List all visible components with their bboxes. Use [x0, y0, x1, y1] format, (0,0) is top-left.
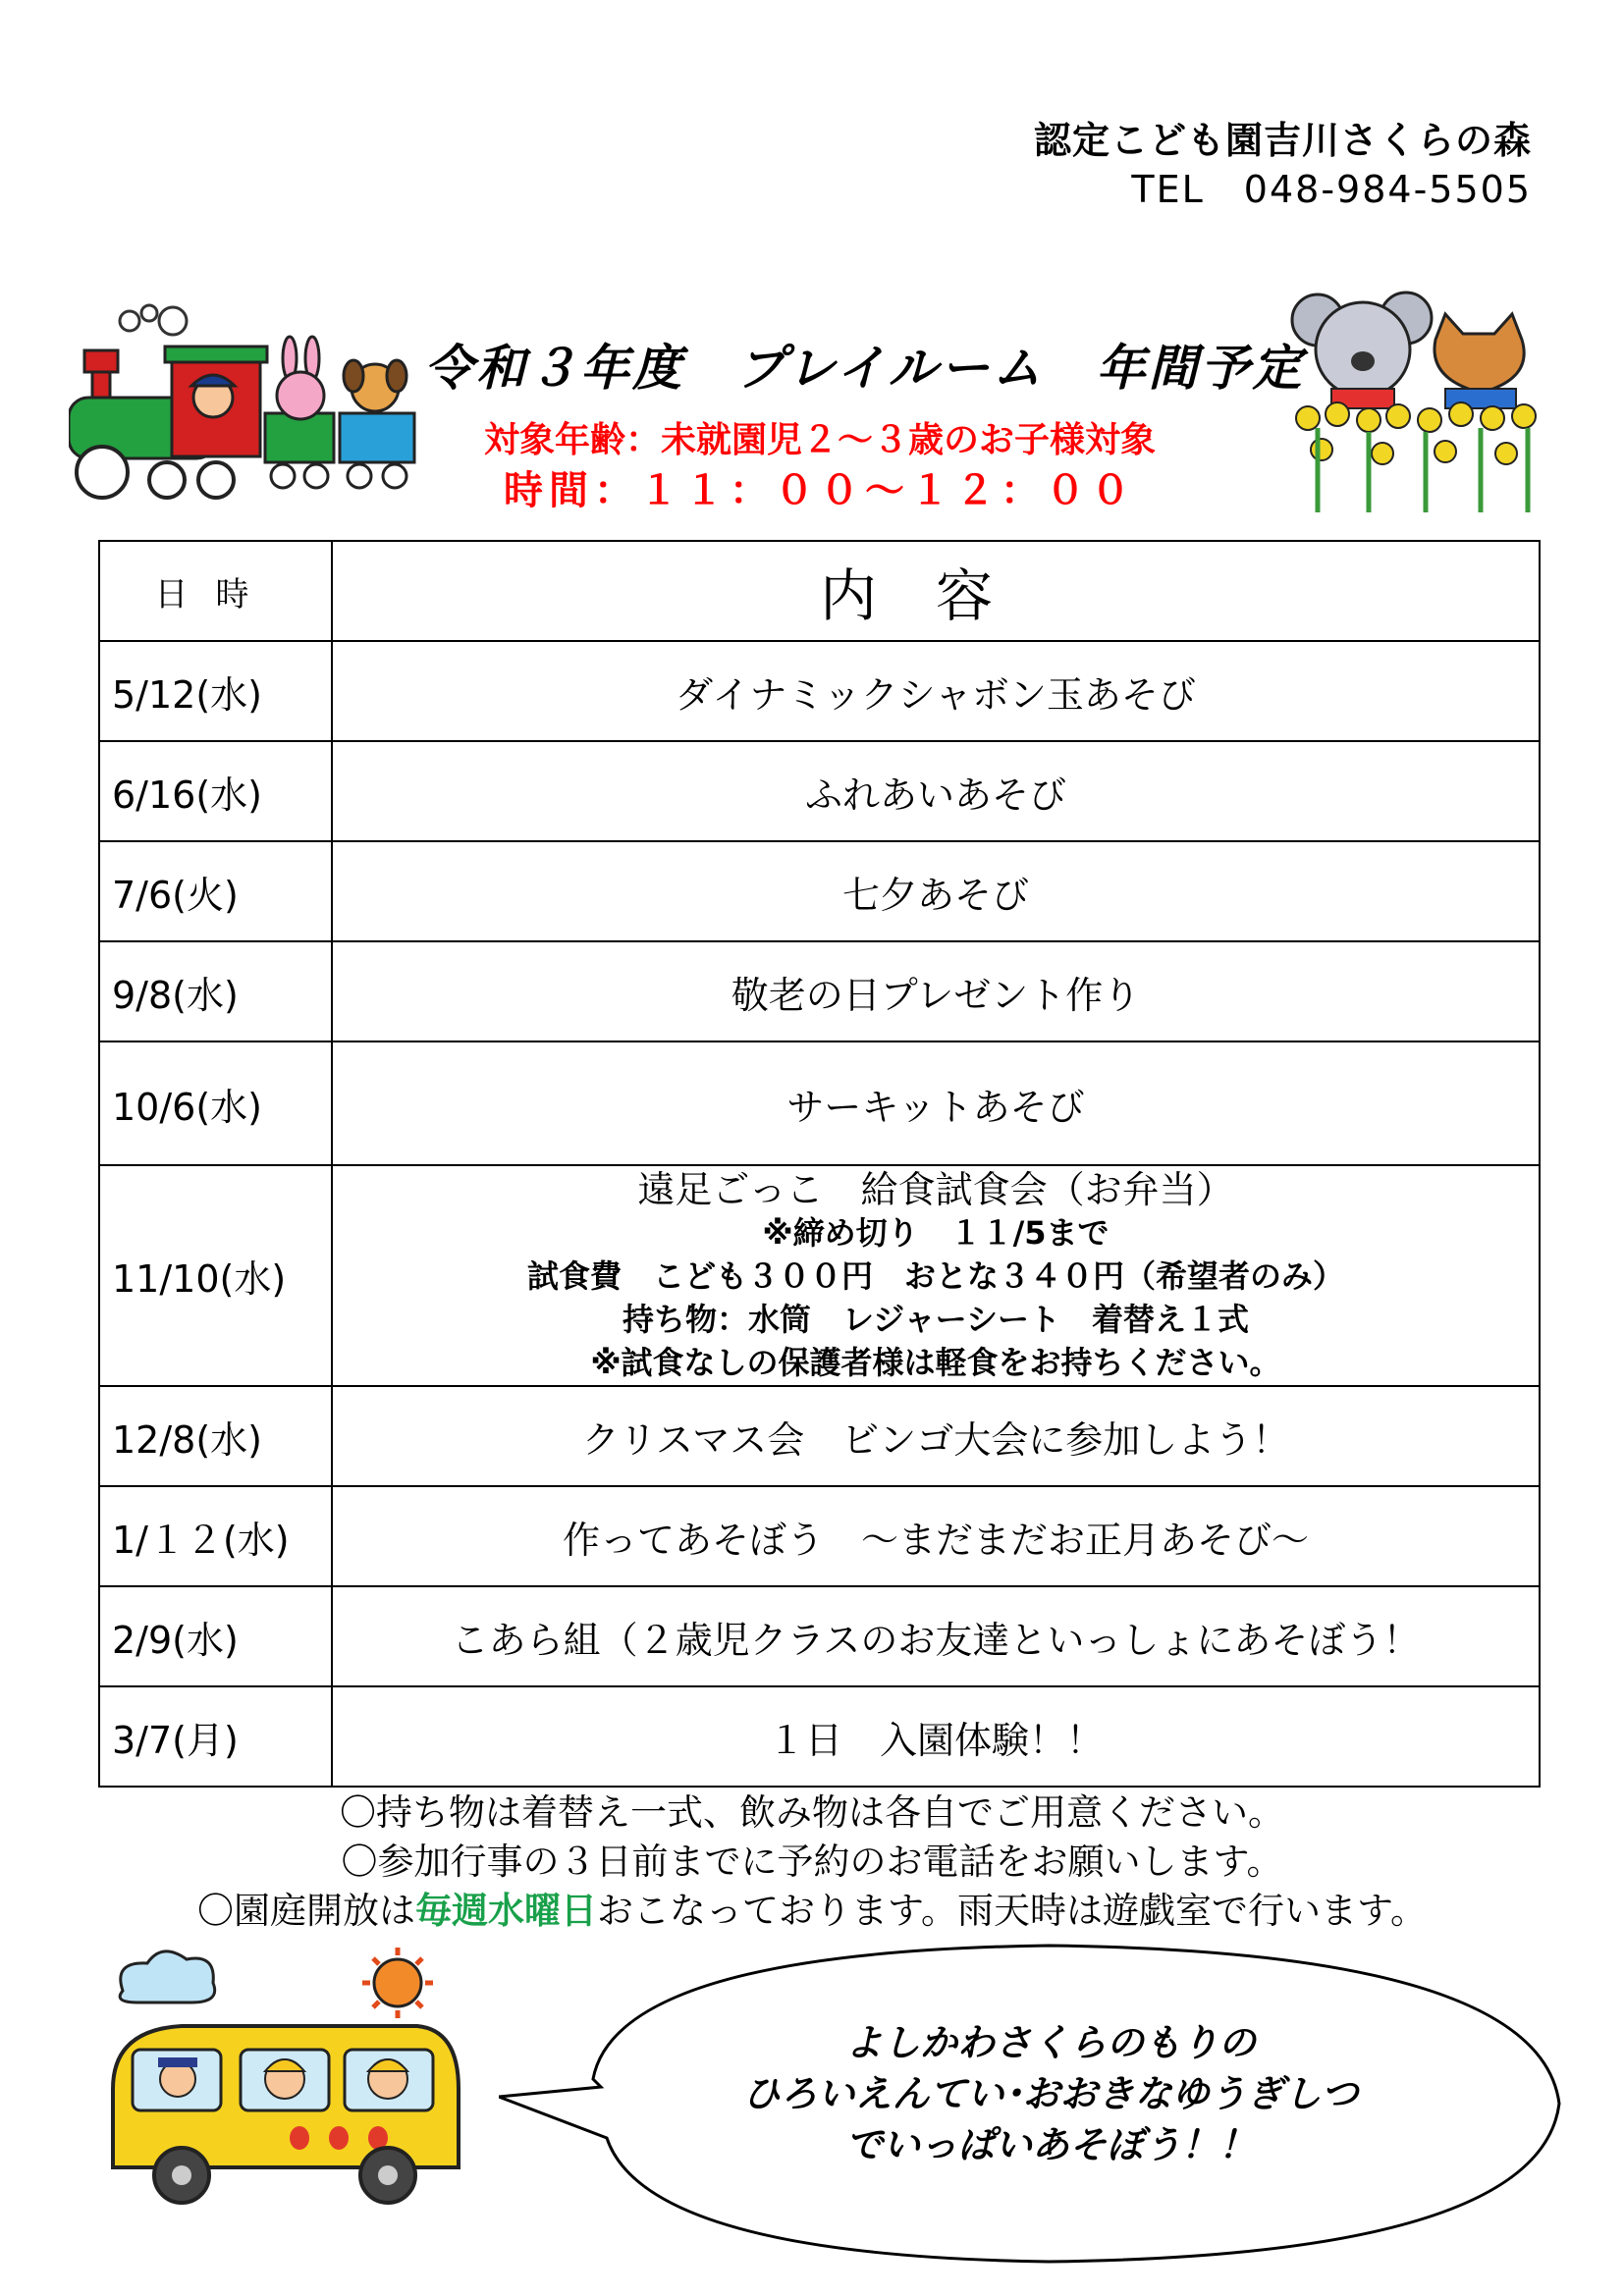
row-date: 1/１２(水)	[99, 1486, 332, 1586]
note-garden-post: おこなっております。雨天時は遊戯室で行います。	[596, 1890, 1428, 1932]
row-content: クリスマス会 ビンゴ大会に参加しよう！	[332, 1386, 1540, 1486]
schedule-table	[98, 540, 1541, 1788]
note-belongings: 〇持ち物は着替え一式、飲み物は各自でご用意ください。	[340, 1791, 1284, 1834]
bubble-line: よしかわさくらのもりの	[844, 2021, 1256, 2064]
row-date: 5/12(水)	[99, 641, 332, 741]
speech-bubble-text	[609, 2017, 1492, 2170]
table-row	[99, 1586, 1540, 1686]
note-garden	[0, 1887, 1624, 1936]
row-date: 12/8(水)	[99, 1386, 332, 1486]
table-row	[99, 941, 1540, 1041]
table-row	[99, 1386, 1540, 1486]
row-date: 3/7(月)	[99, 1686, 332, 1787]
header-date: 日時	[99, 541, 332, 641]
organization-name: 認定こども園吉川さくらの森	[1033, 119, 1532, 162]
row-content-multiline	[332, 1165, 1540, 1386]
table-row	[99, 1686, 1540, 1787]
row-content: サーキットあそび	[332, 1041, 1540, 1165]
header-content: 内容	[332, 541, 1540, 641]
cloud-icon	[120, 1951, 215, 2002]
table-row	[99, 1165, 1540, 1386]
row-date: 7/6(火)	[99, 841, 332, 941]
train-illustration	[69, 299, 418, 507]
row-content: こあら組（２歳児クラスのお友達といっしょにあそぼう！	[332, 1586, 1540, 1686]
row-date: 6/16(水)	[99, 741, 332, 841]
table-row	[99, 641, 1540, 741]
school-bus-illustration	[93, 1942, 486, 2216]
row-content-line: 試食費 こども３００円 おとな３４０円（希望者のみ）	[526, 1256, 1344, 1295]
row-content-line: 持ち物：水筒 レジャーシート 着替え１式	[623, 1300, 1249, 1338]
target-age: 対象年齢：未就園児２～３歳のお子様対象	[483, 420, 1156, 460]
telephone: TEL 048-984-5505	[1131, 168, 1532, 211]
row-date: 11/10(水)	[99, 1165, 332, 1386]
row-date: 2/9(水)	[99, 1586, 332, 1686]
table-row	[99, 841, 1540, 941]
row-content: ふれあいあそび	[332, 741, 1540, 841]
row-content: 七夕あそび	[332, 841, 1540, 941]
table-row	[99, 1486, 1540, 1586]
notes	[0, 1789, 1624, 1936]
row-content: 作ってあそぼう ～まだまだお正月あそび～	[332, 1486, 1540, 1586]
row-content: ダイナミックシャボン玉あそび	[332, 641, 1540, 741]
table-row	[99, 741, 1540, 841]
page-title: 令和３年度 プレイルーム 年間予定	[424, 340, 1305, 397]
row-date: 10/6(水)	[99, 1041, 332, 1165]
row-content-line: 遠足ごっこ 給食試食会（お弁当）	[637, 1167, 1234, 1211]
bubble-line: でいっぱいあそぼう！！	[844, 2123, 1256, 2166]
row-content-line: ※締め切り １１/5まで	[762, 1213, 1110, 1252]
note-reservation: 〇参加行事の３日前までに予約のお電話をお願いします。	[341, 1841, 1283, 1883]
organization-header	[1034, 116, 1532, 214]
table-header-row	[99, 541, 1540, 641]
row-content: 敬老の日プレゼント作り	[332, 941, 1540, 1041]
row-content: １日 入園体験！！	[332, 1686, 1540, 1787]
table-row	[99, 1041, 1540, 1165]
sun-icon	[362, 1948, 433, 2018]
note-garden-pre: 〇園庭開放は	[196, 1890, 415, 1932]
bubble-line: ひろいえんてい･おおきなゆうぎしつ	[742, 2072, 1359, 2115]
row-date: 9/8(水)	[99, 941, 332, 1041]
row-content-line: ※試食なしの保護者様は軽食をお持ちください。	[590, 1343, 1281, 1381]
time-info: 時間：１１：００～１２：００	[504, 468, 1136, 513]
koala-squirrel-illustration	[1288, 291, 1549, 518]
note-garden-highlight: 毎週水曜日	[414, 1890, 597, 1932]
